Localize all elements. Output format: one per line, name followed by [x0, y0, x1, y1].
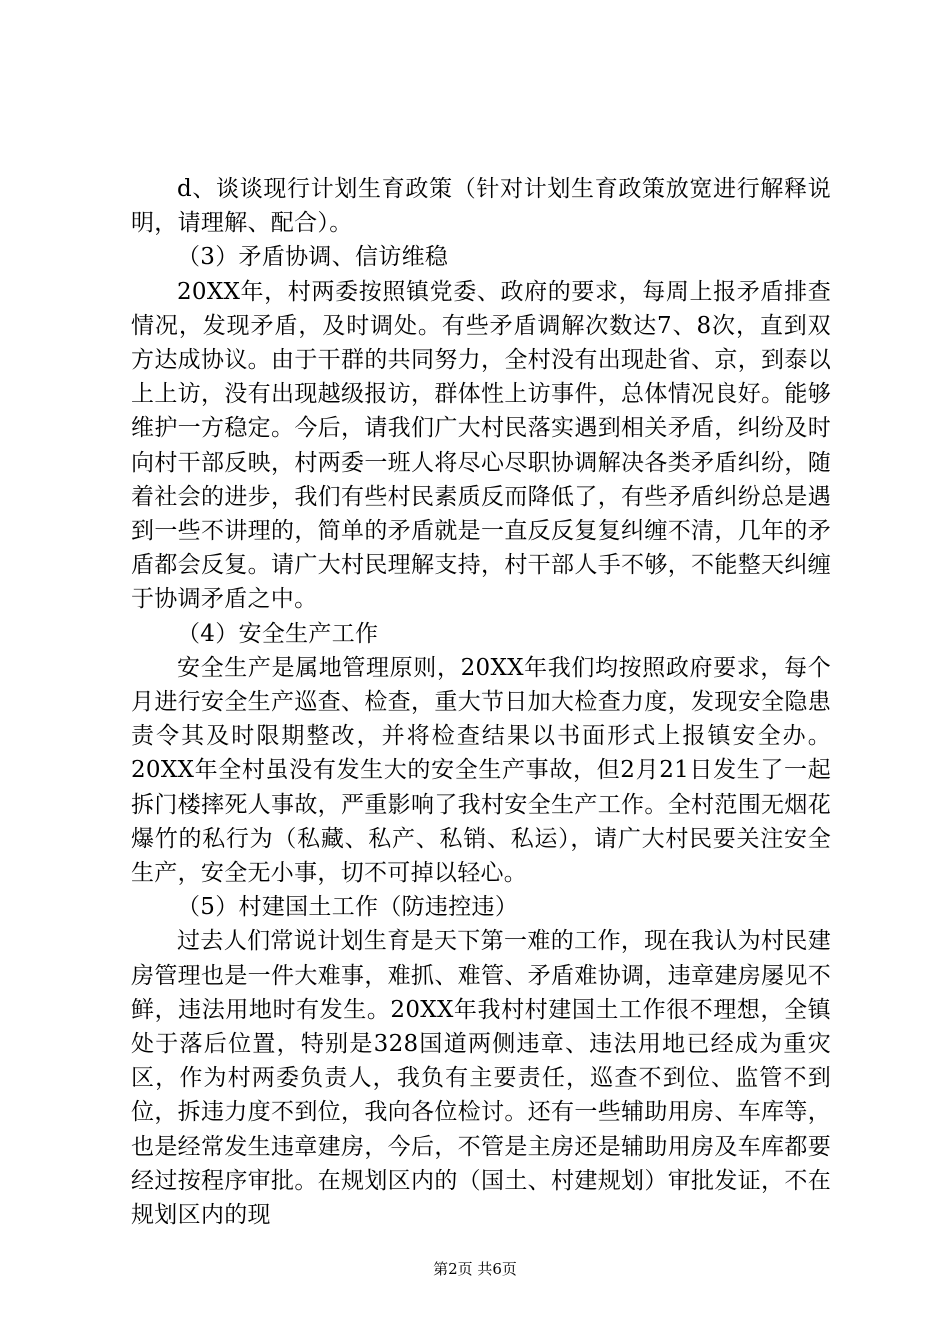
- document-body: [131, 172, 831, 1232]
- section-heading-conflict-mediation: （3）矛盾协调、信访维稳: [177, 244, 449, 271]
- paragraph-safety-production: 安全生产是属地管理原则，20XX年我们均按照政府要求，每个月进行安全生产巡查、检查，重大节日加大检查力度，发现安全隐患责令其及时限期整改，并将检查结果以书面形式上报镇安全办。20XX年全村虽没有发生大的安全生产事故，但2月21日发生了一起拆门楼摔死人事故，严重影响了我村安全生产工作。全村范围无烟花爆竹的私行为（私藏、私产、私销、私运），请广大村民要关注安全生产，安全无小事，切不可掉以轻心。: [131, 654, 831, 887]
- page-number-footer: 第2页 共6页: [433, 1260, 517, 1278]
- paragraph-conflict-mediation: 20XX年，村两委按照镇党委、政府的要求，每周上报矛盾排查情况，发现矛盾，及时调处。有些矛盾调解次数达7、8次，直到双方达成协议。由于干群的共同努力，全村没有出现赴省、京，到泰以上上访，没有出现越级报访，群体性上访事件，总体情况良好。能够维护一方稳定。今后，请我们广大村民落实遇到相关矛盾，纠纷及时向村干部反映，村两委一班人将尽心尽职协调解决各类矛盾纠纷，随着社会的进步，我们有些村民素质反而降低了，有些矛盾纠纷总是遇到一些不讲理的，简单的矛盾就是一直反反复复纠缠不清，几年的矛盾都会反复。请广大村民理解支持，村干部人手不够，不能整天纠缠于协调矛盾之中。: [131, 278, 831, 613]
- paragraph-policy-explanation: d、谈谈现行计划生育政策（针对计划生育政策放宽进行解释说明，请理解、配合）。: [131, 176, 831, 237]
- section-heading-village-land: （5）村建国土工作（防违控违）: [177, 894, 519, 921]
- paragraph-village-land: 过去人们常说计划生育是天下第一难的工作，现在我认为村民建房管理也是一件大难事，难抓、难管、矛盾难协调，违章建房屡见不鲜，违法用地时有发生。20XX年我村村建国土工作很不理想，全镇处于落后位置，特别是328国道两侧违章、违法用地已经成为重灾区，作为村两委负责人，我负有主要责任，巡查不到位、监管不到位，拆违力度不到位，我向各位检讨。还有一些辅助用房、车库等，也是经常发生违章建房，今后，不管是主房还是辅助用房及车库都要经过按程序审批。在规划区内的（国土、村建规划）审批发证，不在规划区内的现: [131, 928, 831, 1229]
- section-heading-safety-production: （4）安全生产工作: [177, 620, 379, 647]
